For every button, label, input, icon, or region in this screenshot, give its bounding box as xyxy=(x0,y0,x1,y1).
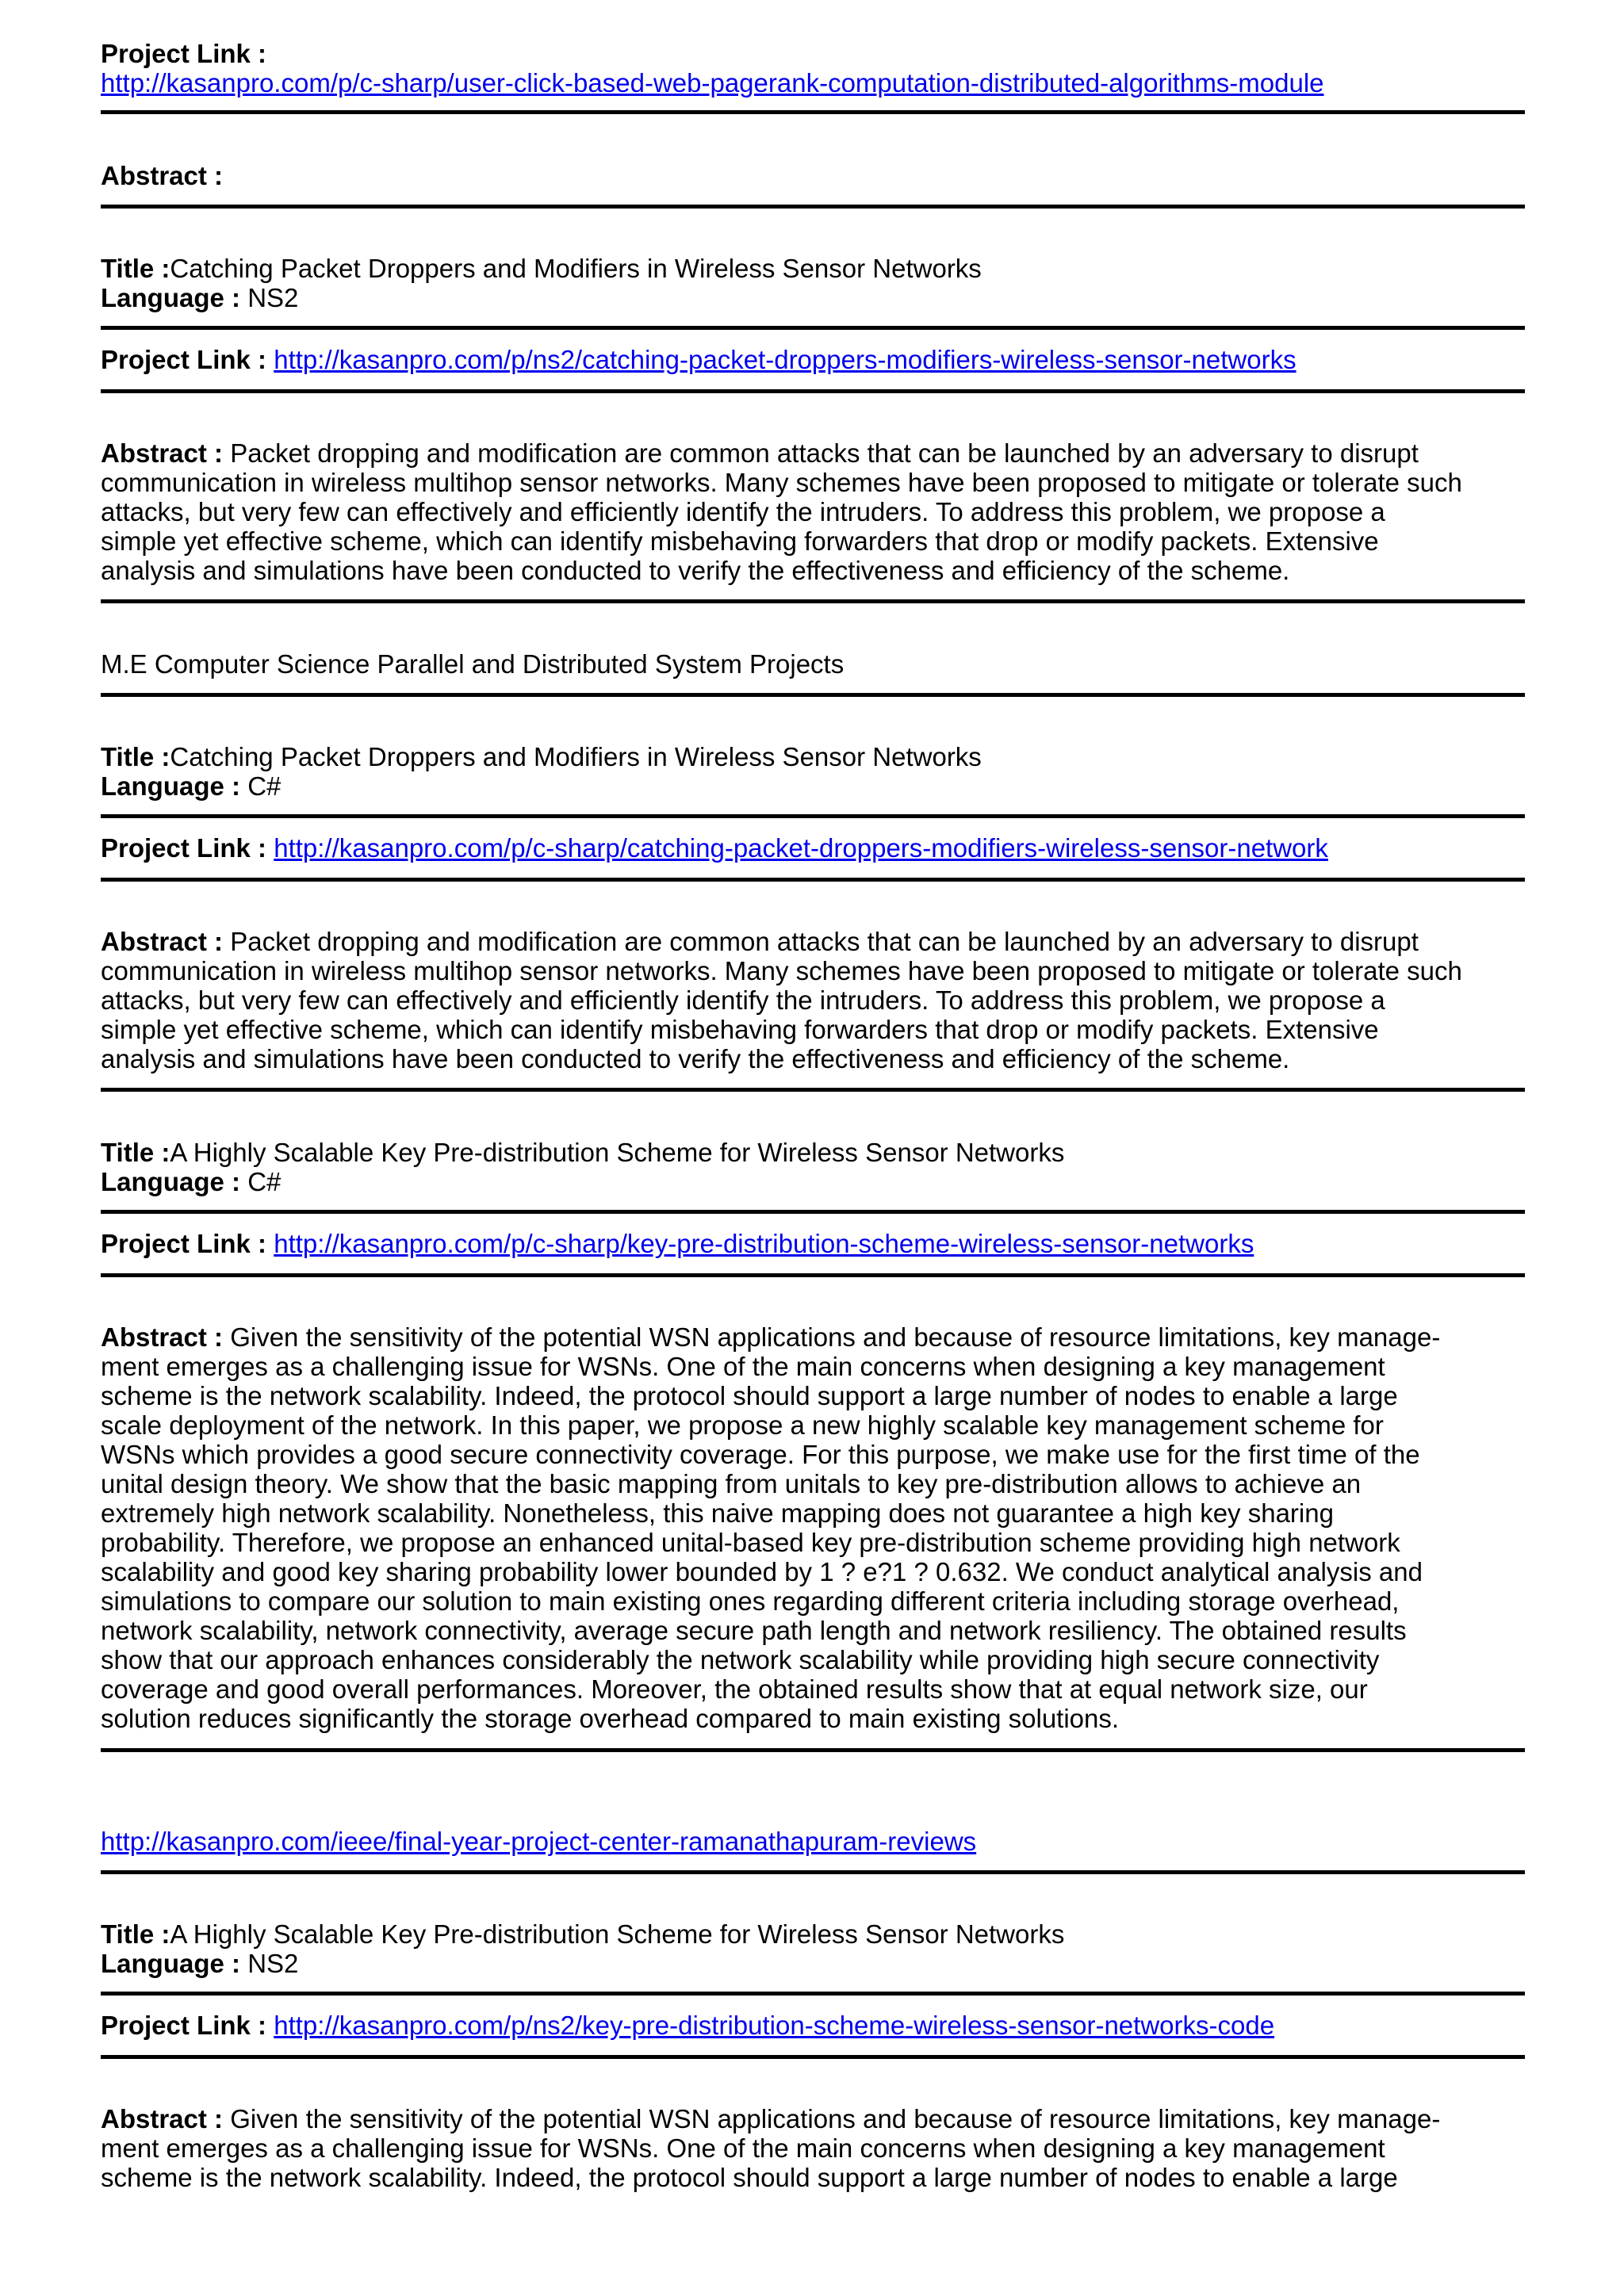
abstract-text: WSNs which provides a good secure connectivity coverage. For this purpose, we make use for the first time of the xyxy=(101,1440,1420,1469)
project-link[interactable]: http://kasanpro.com/p/c-sharp/user-click-based-web-pagerank-computation-distributed-algorithms-module xyxy=(101,68,1324,98)
project-entry xyxy=(101,1138,1064,1196)
abstract-text: simple yet effective scheme, which can identify misbehaving forwarders that drop or modify packets. Extensive xyxy=(101,1015,1379,1044)
title-label: Title : xyxy=(101,1919,170,1949)
abstract-text: simple yet effective scheme, which can identify misbehaving forwarders that drop or modify packets. Extensive xyxy=(101,526,1379,556)
divider xyxy=(101,326,1525,330)
abstract-text: show that our approach enhances considerably the network scalability while providing high secure connectivity xyxy=(101,1645,1380,1674)
abstract-label: Abstract : xyxy=(101,1322,224,1352)
divider xyxy=(101,693,1525,697)
title-label: Title : xyxy=(101,742,170,771)
abstract-text: extremely high network scalability. Nonetheless, this naive mapping does not guarantee a high key sharing xyxy=(101,1498,1334,1528)
project-link-row xyxy=(101,833,1328,863)
project-title: A Highly Scalable Key Pre-distribution Scheme for Wireless Sensor Networks xyxy=(170,1919,1065,1949)
language-label: Language : xyxy=(101,1167,241,1196)
divider xyxy=(101,1273,1525,1277)
project-link-row xyxy=(101,2011,1274,2040)
abstract-label: Abstract : xyxy=(101,438,224,468)
abstract-label: Abstract : xyxy=(101,161,224,190)
abstract-text: attacks, but very few can effectively and efficiently identify the intruders. To address this problem, we propose a xyxy=(101,985,1385,1015)
abstract-text: attacks, but very few can effectively and efficiently identify the intruders. To address this problem, we propose a xyxy=(101,497,1385,526)
abstract-text: network scalability, network connectivity, average secure path length and network resiliency. The obtained results xyxy=(101,1616,1407,1645)
divider xyxy=(101,1210,1525,1214)
divider xyxy=(101,878,1525,882)
section-heading: M.E Computer Science Parallel and Distributed System Projects xyxy=(101,649,845,679)
project-link-row xyxy=(101,1229,1254,1258)
abstract-text: ment emerges as a challenging issue for WSNs. One of the main concerns when designing a key management xyxy=(101,2133,1385,2163)
project-abstract xyxy=(101,1322,1440,1733)
title-label: Title : xyxy=(101,254,170,283)
abstract-text: scheme is the network scalability. Indeed, the protocol should support a large number of nodes to enable a large xyxy=(101,1381,1398,1410)
language-label: Language : xyxy=(101,283,241,312)
abstract-text: analysis and simulations have been conducted to verify the effectiveness and efficiency of the scheme. xyxy=(101,1044,1290,1073)
divider xyxy=(101,599,1525,603)
top-project-block xyxy=(101,39,1324,98)
project-link-label: Project Link : xyxy=(101,1229,267,1258)
language-label: Language : xyxy=(101,1949,241,1978)
abstract-text: Packet dropping and modification are common attacks that can be launched by an adversary to disrupt xyxy=(230,927,1419,956)
reviews-link[interactable]: http://kasanpro.com/ieee/final-year-project-center-ramanathapuram-reviews xyxy=(101,1827,977,1856)
divider xyxy=(101,1870,1525,1874)
divider xyxy=(101,1992,1525,1996)
title-label: Title : xyxy=(101,1138,170,1167)
project-abstract xyxy=(101,2104,1440,2192)
abstract-text: unital design theory. We show that the basic mapping from unitals to key pre-distribution allows to achieve an xyxy=(101,1469,1362,1498)
language-label: Language : xyxy=(101,771,241,801)
project-title: Catching Packet Droppers and Modifiers in Wireless Sensor Networks xyxy=(170,254,982,283)
project-entry xyxy=(101,742,982,801)
project-link-label: Project Link : xyxy=(101,2011,267,2040)
abstract-text: scale deployment of the network. In this paper, we propose a new highly scalable key management scheme for xyxy=(101,1410,1384,1440)
divider xyxy=(101,1088,1525,1092)
project-title: A Highly Scalable Key Pre-distribution Scheme for Wireless Sensor Networks xyxy=(170,1138,1065,1167)
abstract-text: scheme is the network scalability. Indeed, the protocol should support a large number of nodes to enable a large xyxy=(101,2163,1398,2192)
divider xyxy=(101,110,1525,114)
abstract-text: probability. Therefore, we propose an enhanced unital-based key pre-distribution scheme providing high network xyxy=(101,1528,1400,1557)
project-link-label: Project Link : xyxy=(101,345,267,374)
project-link[interactable]: http://kasanpro.com/p/c-sharp/catching-packet-droppers-modifiers-wireless-sensor-network xyxy=(274,833,1328,863)
abstract-text: Packet dropping and modification are common attacks that can be launched by an adversary to disrupt xyxy=(230,438,1419,468)
divider xyxy=(101,2055,1525,2059)
abstract-text: solution reduces significantly the storage overhead compared to main existing solutions. xyxy=(101,1704,1120,1733)
project-title: Catching Packet Droppers and Modifiers in Wireless Sensor Networks xyxy=(170,742,982,771)
project-link-label: Project Link : xyxy=(101,39,267,68)
project-link[interactable]: http://kasanpro.com/p/c-sharp/key-pre-distribution-scheme-wireless-sensor-networks xyxy=(274,1229,1254,1258)
abstract-text: Given the sensitivity of the potential WSN applications and because of resource limitations, key manage- xyxy=(230,1322,1441,1352)
divider xyxy=(101,1748,1525,1752)
project-link[interactable]: http://kasanpro.com/p/ns2/key-pre-distribution-scheme-wireless-sensor-networks-code xyxy=(274,2011,1275,2040)
abstract-text: analysis and simulations have been conducted to verify the effectiveness and efficiency of the scheme. xyxy=(101,556,1290,585)
divider xyxy=(101,205,1525,209)
divider xyxy=(101,814,1525,818)
abstract-text: Given the sensitivity of the potential WSN applications and because of resource limitations, key manage- xyxy=(230,2104,1441,2133)
project-link-label: Project Link : xyxy=(101,833,267,863)
project-language: NS2 xyxy=(247,1949,299,1978)
abstract-text: scalability and good key sharing probability lower bounded by 1 ? e?1 ? 0.632. We conduct analytical analysis and xyxy=(101,1557,1423,1586)
project-link[interactable]: http://kasanpro.com/p/ns2/catching-packet-droppers-modifiers-wireless-sensor-networks xyxy=(274,345,1297,374)
project-language: C# xyxy=(247,1167,282,1196)
abstract-label: Abstract : xyxy=(101,2104,224,2133)
abstract-text: coverage and good overall performances. Moreover, the obtained results show that at equal network size, our xyxy=(101,1674,1368,1704)
project-entry xyxy=(101,1919,1064,1978)
abstract-text: communication in wireless multihop sensor networks. Many schemes have been proposed to mitigate or tolerate such xyxy=(101,468,1462,497)
project-abstract xyxy=(101,927,1462,1073)
project-language: NS2 xyxy=(247,283,299,312)
project-language: C# xyxy=(247,771,282,801)
abstract-text: ment emerges as a challenging issue for WSNs. One of the main concerns when designing a key management xyxy=(101,1352,1385,1381)
project-link-row xyxy=(101,345,1297,374)
divider xyxy=(101,389,1525,393)
project-abstract xyxy=(101,438,1462,585)
project-entry xyxy=(101,254,982,312)
abstract-text: simulations to compare our solution to main existing ones regarding different criteria including storage overhead, xyxy=(101,1586,1400,1616)
abstract-label: Abstract : xyxy=(101,927,224,956)
reviews-link-row xyxy=(101,1827,976,1856)
abstract-text: communication in wireless multihop sensor networks. Many schemes have been proposed to mitigate or tolerate such xyxy=(101,956,1462,985)
